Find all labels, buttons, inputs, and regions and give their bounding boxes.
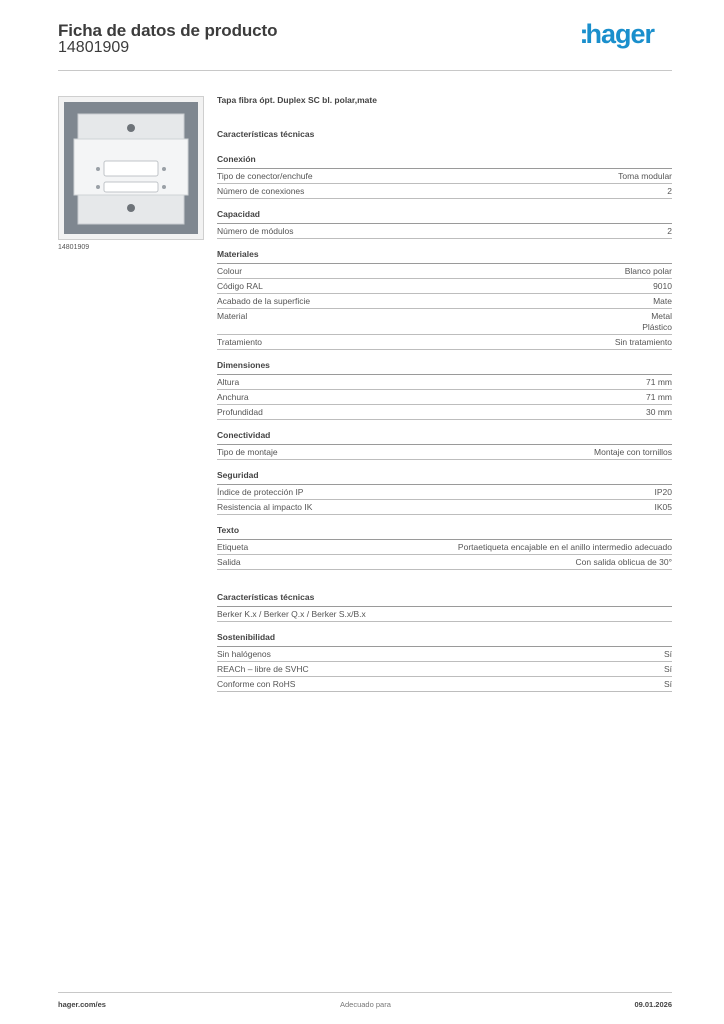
spec-value-line: Metal bbox=[651, 311, 672, 321]
spec-value: Blanco polar bbox=[624, 266, 672, 276]
section-texto bbox=[217, 525, 672, 570]
section-title: Dimensiones bbox=[217, 360, 672, 375]
page-header bbox=[58, 20, 672, 71]
spec-row bbox=[217, 445, 672, 460]
spec-value: 9010 bbox=[653, 281, 672, 291]
product-image-background bbox=[64, 102, 198, 234]
spec-row bbox=[217, 405, 672, 420]
document-title: Ficha de datos de producto bbox=[58, 21, 278, 40]
spec-row bbox=[217, 335, 672, 350]
section-conectividad bbox=[217, 430, 672, 460]
spec-row bbox=[217, 540, 672, 555]
spec-row bbox=[217, 375, 672, 390]
spec-row bbox=[217, 485, 672, 500]
spec-row bbox=[217, 309, 672, 335]
spec-label: Altura bbox=[217, 377, 240, 387]
spec-label: Anchura bbox=[217, 392, 249, 402]
spec-value: 71 mm bbox=[646, 377, 672, 387]
section-sostenibilidad bbox=[217, 632, 672, 692]
footer-website: hager.com/es bbox=[58, 1000, 106, 1009]
footer-date: 09.01.2026 bbox=[634, 1000, 672, 1009]
page-footer bbox=[58, 992, 672, 1013]
section-title: Características técnicas bbox=[217, 592, 672, 607]
spec-label: Etiqueta bbox=[217, 542, 249, 552]
product-details bbox=[217, 95, 672, 702]
spec-value: Sí bbox=[663, 664, 672, 674]
section-title: Seguridad bbox=[217, 470, 672, 485]
section-dimensiones bbox=[217, 360, 672, 420]
spec-label: Índice de protección IP bbox=[217, 487, 304, 497]
spec-label: Berker K.x / Berker Q.x / Berker S.x/B.x bbox=[217, 609, 366, 619]
spec-row bbox=[217, 279, 672, 294]
spec-value: 71 mm bbox=[646, 392, 672, 402]
spec-label: Colour bbox=[217, 266, 243, 276]
spec-value: IK05 bbox=[654, 502, 672, 512]
image-caption: 14801909 bbox=[58, 244, 90, 251]
spec-label: Sin halógenos bbox=[217, 649, 271, 659]
spec-row bbox=[217, 677, 672, 692]
product-illustration bbox=[64, 102, 198, 234]
spec-label: REACh – libre de SVHC bbox=[217, 664, 309, 674]
section-seguridad bbox=[217, 470, 672, 515]
section-title: Conexión bbox=[217, 154, 672, 169]
spec-row bbox=[217, 264, 672, 279]
footer-suitable-for: Adecuado para bbox=[340, 1000, 391, 1009]
spec-label: Profundidad bbox=[217, 407, 263, 417]
spec-label: Salida bbox=[217, 557, 241, 567]
section-capacidad bbox=[217, 209, 672, 239]
spec-value: Portaetiqueta encajable en el anillo intermedio adecuado bbox=[457, 542, 672, 552]
section-title: Conectividad bbox=[217, 430, 672, 445]
section-title: Sostenibilidad bbox=[217, 632, 672, 647]
product-code: 14801909 bbox=[58, 39, 130, 56]
product-name: Tapa fibra ópt. Duplex SC bl. polar,mate bbox=[217, 95, 377, 105]
spec-value: Sí bbox=[663, 649, 672, 659]
spec-label: Acabado de la superficie bbox=[217, 296, 311, 306]
spec-value: 2 bbox=[667, 186, 672, 196]
spec-row bbox=[217, 294, 672, 309]
spec-value: Mate bbox=[653, 296, 672, 306]
spec-value: Con salida oblicua de 30° bbox=[575, 557, 672, 567]
section-conexion bbox=[217, 154, 672, 199]
logo-text: hager bbox=[585, 19, 654, 49]
spec-label: Número de conexiones bbox=[217, 186, 305, 196]
spec-label: Conforme con RoHS bbox=[217, 679, 296, 689]
spec-value: Sí bbox=[663, 679, 672, 689]
spec-value: 30 mm bbox=[646, 407, 672, 417]
section-materiales bbox=[217, 249, 672, 350]
spec-label: Número de módulos bbox=[217, 226, 294, 236]
spec-value: Toma modular bbox=[618, 171, 672, 181]
section-title: Texto bbox=[217, 525, 672, 540]
spec-row bbox=[217, 662, 672, 677]
spec-value: 2 bbox=[667, 226, 672, 236]
hager-logo: :hager bbox=[579, 19, 654, 49]
section-caracteristicas bbox=[217, 592, 672, 622]
spec-row bbox=[217, 500, 672, 515]
spec-row bbox=[217, 224, 672, 239]
spec-value-line: Plástico bbox=[642, 322, 672, 332]
spec-row bbox=[217, 555, 672, 570]
spec-row bbox=[217, 607, 672, 622]
spec-row bbox=[217, 390, 672, 405]
spec-label: Código RAL bbox=[217, 281, 263, 291]
product-image bbox=[58, 96, 204, 240]
section-title: Capacidad bbox=[217, 209, 672, 224]
spec-value: Sin tratamiento bbox=[614, 337, 672, 347]
spec-row bbox=[217, 184, 672, 199]
spec-value: Montaje con tornillos bbox=[594, 447, 672, 457]
spec-value bbox=[642, 311, 672, 333]
section-title: Materiales bbox=[217, 249, 672, 264]
spec-row bbox=[217, 169, 672, 184]
spec-label: Tipo de conector/enchufe bbox=[217, 171, 313, 181]
spec-value: IP20 bbox=[654, 487, 672, 497]
spec-label: Tipo de montaje bbox=[217, 447, 278, 457]
spec-label: Material bbox=[217, 311, 248, 321]
spec-row bbox=[217, 647, 672, 662]
section-spacer bbox=[217, 580, 672, 592]
tech-characteristics-heading: Características técnicas bbox=[217, 129, 315, 139]
spec-label: Tratamiento bbox=[217, 337, 263, 347]
spec-label: Resistencia al impacto IK bbox=[217, 502, 313, 512]
